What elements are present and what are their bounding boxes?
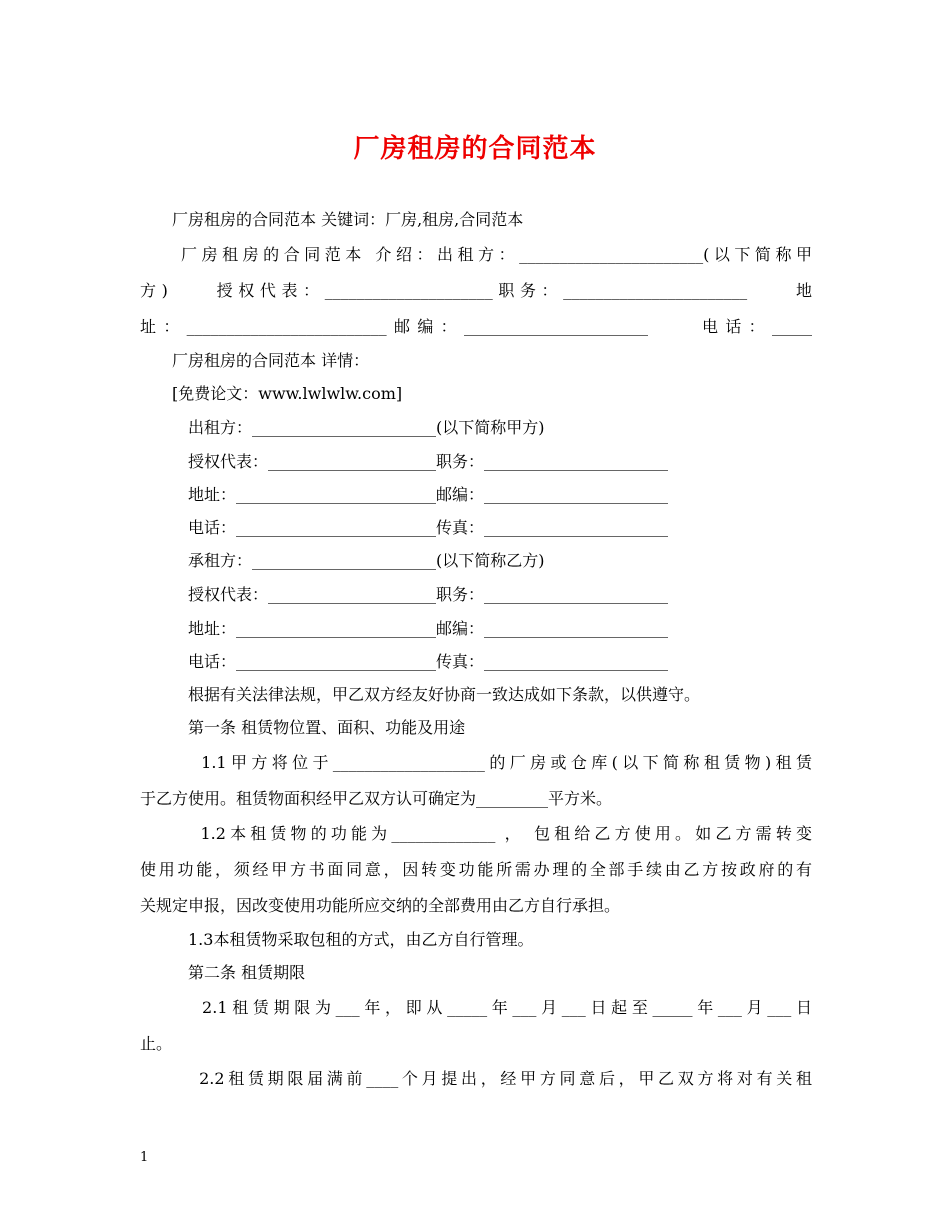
- text-line: 厂房租房的合同范本 介绍：出租方：_______________________(以下简称甲: [140, 245, 812, 264]
- text-line: 止。: [140, 1034, 173, 1053]
- text-line: 授权代表：_____________________职务：_______________________: [140, 452, 669, 471]
- text-line: 授权代表：_____________________职务：_______________________: [140, 585, 669, 604]
- text-line: 电话：_________________________传真：_______________________: [140, 518, 669, 537]
- text-line: 1.3本租赁物采取包租的方式，由乙方自行管理。: [140, 930, 534, 949]
- text-line: 于乙方使用。租赁物面积经甲乙双方认可确定为_________平方米。: [140, 789, 613, 808]
- text-line: 出租方：_______________________(以下简称甲方): [140, 418, 545, 437]
- document-title: 厂房租房的合同范本: [353, 134, 597, 164]
- text-line: 方) 授权代表：_____________________职务：_______________________ 地: [140, 281, 812, 300]
- text-line: 第二条 租赁期限: [140, 963, 306, 982]
- text-line: 使用功能，须经甲方书面同意，因转变功能所需办理的全部手续由乙方按政府的有: [140, 860, 812, 879]
- text-line: 地址：_________________________邮编：_______________________: [140, 619, 669, 638]
- text-line: 关规定申报，因改变使用功能所应交纳的全部费用由乙方自行承担。: [140, 896, 621, 915]
- text-line: 2.2租赁期限届满前____个月提出，经甲方同意后，甲乙双方将对有关租: [140, 1069, 812, 1088]
- text-line: 址：_________________________邮编：_______________________ 电话：_____: [140, 317, 812, 336]
- text-line: 1.1甲方将位于___________________的厂房或仓库(以下简称租赁物)租赁: [140, 753, 812, 772]
- text-line: 1.2本租赁物的功能为_____________ ， 包租给乙方使用。如乙方需转变: [140, 824, 812, 843]
- text-line: 根据有关法律法规，甲乙双方经友好协商一致达成如下条款，以供遵守。: [140, 685, 701, 704]
- text-line: 第一条 租赁物位置、面积、功能及用途: [140, 718, 466, 737]
- page-number: 1: [140, 1150, 149, 1165]
- text-line: 2.1租赁期限为___年，即从_____年___月___日起至_____年___月___日: [140, 998, 812, 1017]
- text-line: 承租方：_______________________(以下简称乙方): [140, 551, 545, 570]
- text-line: [免费论文：www.lwlwlw.com]: [140, 384, 403, 403]
- text-line: 电话：_________________________传真：_______________________: [140, 652, 669, 671]
- text-line: 厂房租房的合同范本 详情：: [140, 351, 370, 370]
- text-line: 厂房租房的合同范本 关键词：厂房,租房,合同范本: [140, 210, 524, 229]
- text-line: 地址：_________________________邮编：_______________________: [140, 485, 669, 504]
